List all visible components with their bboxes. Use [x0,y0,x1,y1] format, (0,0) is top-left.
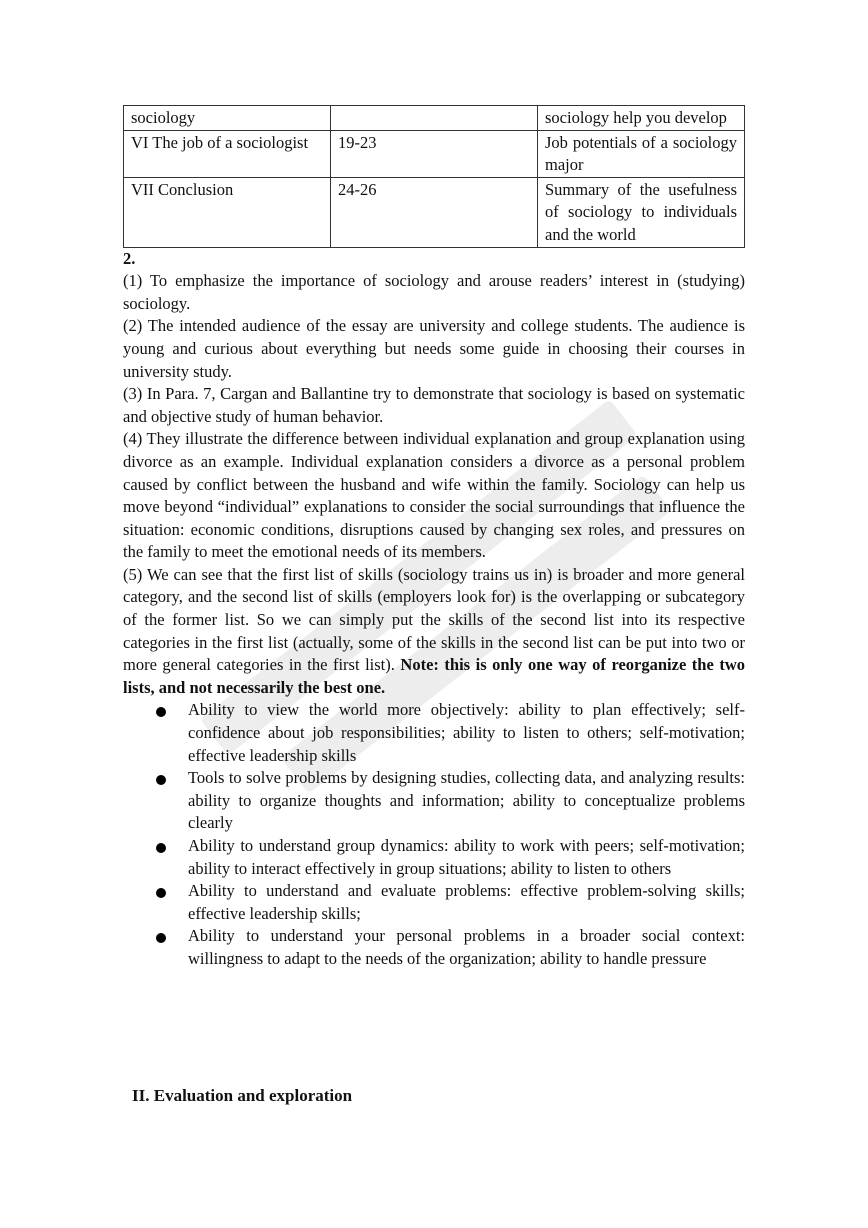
answer-paragraph: (1) To emphasize the importance of sociology and arouse readers’ interest in (studying) sociology. [123,271,745,313]
answer-text: (5) We can see that the first list of skills (sociology trains us in) is broader and more general category, and the second list of skills (employers look for) is the overlapping or subcategory of the former list. So we can simply put the skills of the second list into its respective categories in the first list (actually, some of the skills in the second list can be put into two or more general categories in the first list). [123,564,745,675]
table-row [124,130,745,177]
section-title: II. Evaluation and exploration [132,1086,353,1105]
table-cell: Job potentials of a sociology major [538,130,745,177]
list-item [123,767,745,835]
table-cell: sociology help you develop [538,106,745,131]
table-cell [331,106,538,131]
table-cell: 24-26 [331,177,538,247]
table-cell: VII Conclusion [124,177,331,247]
list-item [123,925,745,970]
table-cell: 19-23 [331,130,538,177]
list-item-text: Tools to solve problems by designing studies, collecting data, and analyzing results: ability to organize thoughts and information; ability to conceptualize problems clearly [188,768,745,833]
list-item [123,880,745,925]
list-item [123,699,745,767]
list-item-text: Ability to view the world more objectively: ability to plan effectively; self-confidence about job responsibilities; ability to listen to others; self-motivation; effective leadership skills [188,700,745,765]
bullet-icon [156,707,166,717]
question-number: 2. [123,248,136,268]
bullet-icon [156,933,166,943]
table-row [124,106,745,131]
outline-table [123,105,745,248]
answer-paragraph: (4) They illustrate the difference between individual explanation and group explanation using divorce as an example. Individual explanation considers a divorce as a personal problem caused by conflict between the husband and wife within the family. Sociology can help us move beyond “individual” explanations to consider the social surroundings that influence the situation: economic conditions, disruptions caused by changing sex roles, and pressures on the family to meet the emotional needs of its members. [123,429,745,562]
skills-list [123,699,745,970]
bullet-icon [156,843,166,853]
list-item-text: Ability to understand and evaluate problems: effective problem-solving skills; effective leadership skills; [188,881,745,923]
answer-paragraph [123,564,745,700]
answer-paragraph: (3) In Para. 7, Cargan and Ballantine try to demonstrate that sociology is based on systematic and objective study of human behavior. [123,384,745,426]
bullet-icon [156,775,166,785]
document-body [123,105,745,971]
table-cell: sociology [124,106,331,131]
list-item-text: Ability to understand your personal problems in a broader social context: willingness to adapt to the needs of the organization; ability to handle pressure [188,926,745,968]
table-row [124,177,745,247]
list-item-text: Ability to understand group dynamics: ability to work with peers; self-motivation; ability to interact effectively in group situations; ability to listen to others [188,836,745,878]
bullet-icon [156,888,166,898]
table-cell: VI The job of a sociologist [124,130,331,177]
answer-note: Note: this is only one way of reorganize the two lists, and not necessarily the best one. [123,655,745,697]
list-item [123,835,745,880]
answer-paragraph: (2) The intended audience of the essay are university and college students. The audience is young and curious about everything but needs some guide in choosing their courses in university study. [123,316,745,381]
table-cell: Summary of the usefulness of sociology to individuals and the world [538,177,745,247]
